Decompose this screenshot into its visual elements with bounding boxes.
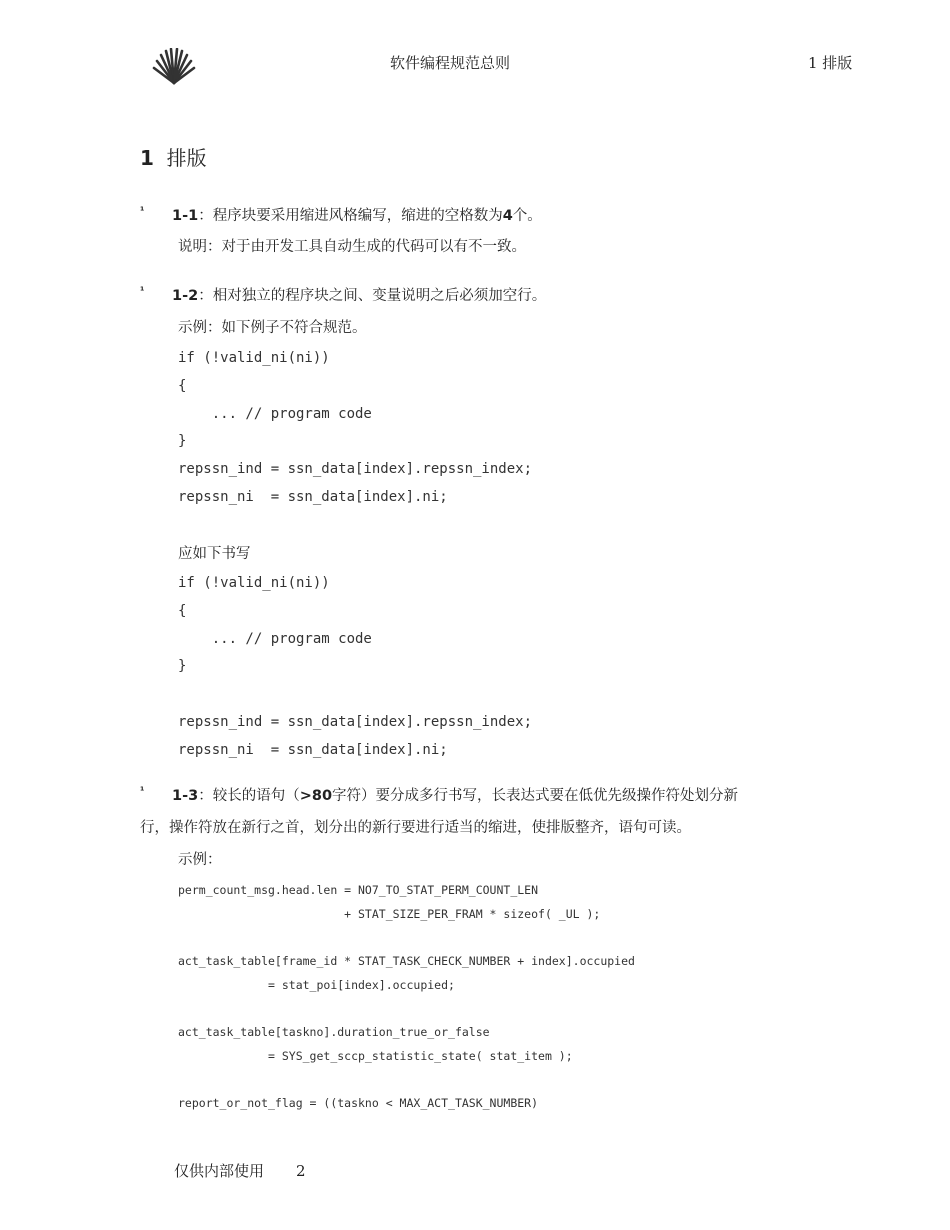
- code-line: }: [178, 433, 187, 450]
- rule-bold-number: 4: [502, 208, 513, 224]
- rule-colon: ：: [198, 208, 213, 224]
- code-block-small: [178, 1021, 573, 1068]
- bullet-marker: ¹: [140, 206, 145, 217]
- code-block-small: [178, 1092, 538, 1116]
- code-line: = stat_poi[index].occupied;: [178, 977, 455, 992]
- code-line: repssn_ni = ssn_data[index].ni;: [178, 741, 448, 758]
- rule-note: 说明：对于由开发工具自动生成的代码可以有不一致。: [178, 239, 526, 255]
- header-section: 1 排版: [808, 54, 853, 72]
- code-line: {: [178, 602, 187, 619]
- code-block-small: [178, 950, 635, 997]
- code-line: act_task_table[frame_id * STAT_TASK_CHECK_NUMBER + index].occupied: [178, 954, 635, 968]
- rule-text-end: 个。: [512, 208, 542, 224]
- code-line: {: [178, 377, 187, 394]
- bullet-marker: ¹: [140, 286, 145, 297]
- rule-id: 1-3: [172, 788, 199, 804]
- rule-colon: ：: [198, 788, 213, 804]
- code-line: perm_count_msg.head.len = NO7_TO_STAT_PERM_COUNT_LEN: [178, 883, 539, 897]
- code-line: = SYS_get_sccp_statistic_state( stat_item );: [178, 1048, 573, 1063]
- header-doc-title: 软件编程规范总则: [390, 54, 511, 72]
- good-intro: 应如下书写: [178, 546, 251, 562]
- rule-1-1: [172, 204, 542, 225]
- footer: [174, 1160, 306, 1181]
- code-line: repssn_ind = ssn_data[index].repssn_index;: [178, 461, 533, 478]
- code-line: ... // program code: [178, 630, 372, 647]
- good-code-block-2: [178, 709, 532, 765]
- bad-code-block: [178, 345, 532, 512]
- code-line: repssn_ni = ssn_data[index].ni;: [178, 488, 448, 505]
- rule-id: 1-2: [172, 288, 199, 304]
- code-line: ... // program code: [178, 405, 372, 422]
- rule-bold-number: >80: [299, 788, 333, 804]
- code-block-small: [178, 879, 600, 926]
- rule-text: 程序块要采用缩进风格编写，缩进的空格数为: [212, 208, 503, 224]
- rule-colon: ：: [198, 288, 213, 304]
- code-line: if (!valid_ni(ni)): [178, 575, 330, 591]
- example-label: 示例：: [178, 852, 222, 868]
- rule-text: 相对独立的程序块之间、变量说明之后必须加空行。: [212, 288, 547, 304]
- rule-id: 1-1: [172, 208, 199, 224]
- code-line: report_or_not_flag = ((taskno < MAX_ACT_TASK_NUMBER): [178, 1096, 539, 1110]
- rule-1-3: [172, 784, 738, 805]
- code-line: act_task_table[taskno].duration_true_or_false: [178, 1025, 490, 1039]
- page-number: 2: [296, 1162, 306, 1180]
- shell-logo-icon: [150, 48, 198, 86]
- code-line: + STAT_SIZE_PER_FRAM * sizeof( _UL );: [178, 906, 601, 921]
- good-code-block: [178, 570, 372, 681]
- section-heading-title: 排版: [166, 146, 207, 170]
- bullet-marker: ¹: [140, 786, 145, 797]
- code-line: if (!valid_ni(ni)): [178, 350, 330, 366]
- footer-label: 仅供内部使用: [174, 1162, 265, 1180]
- rule-1-2: [172, 284, 546, 305]
- section-heading: [140, 142, 207, 171]
- rule-text-wrap: 行，操作符放在新行之首，划分出的新行要进行适当的缩进，使排版整齐，语句可读。: [140, 820, 691, 836]
- example-intro: 示例：如下例子不符合规范。: [178, 320, 367, 336]
- rule-text-cont: 字符）要分成多行书写，长表达式要在低优先级操作符处划分新: [332, 788, 739, 804]
- rule-text: 较长的语句（: [212, 788, 300, 804]
- code-line: repssn_ind = ssn_data[index].repssn_index;: [178, 714, 533, 730]
- section-heading-number: 1: [140, 146, 154, 170]
- code-line: }: [178, 658, 187, 675]
